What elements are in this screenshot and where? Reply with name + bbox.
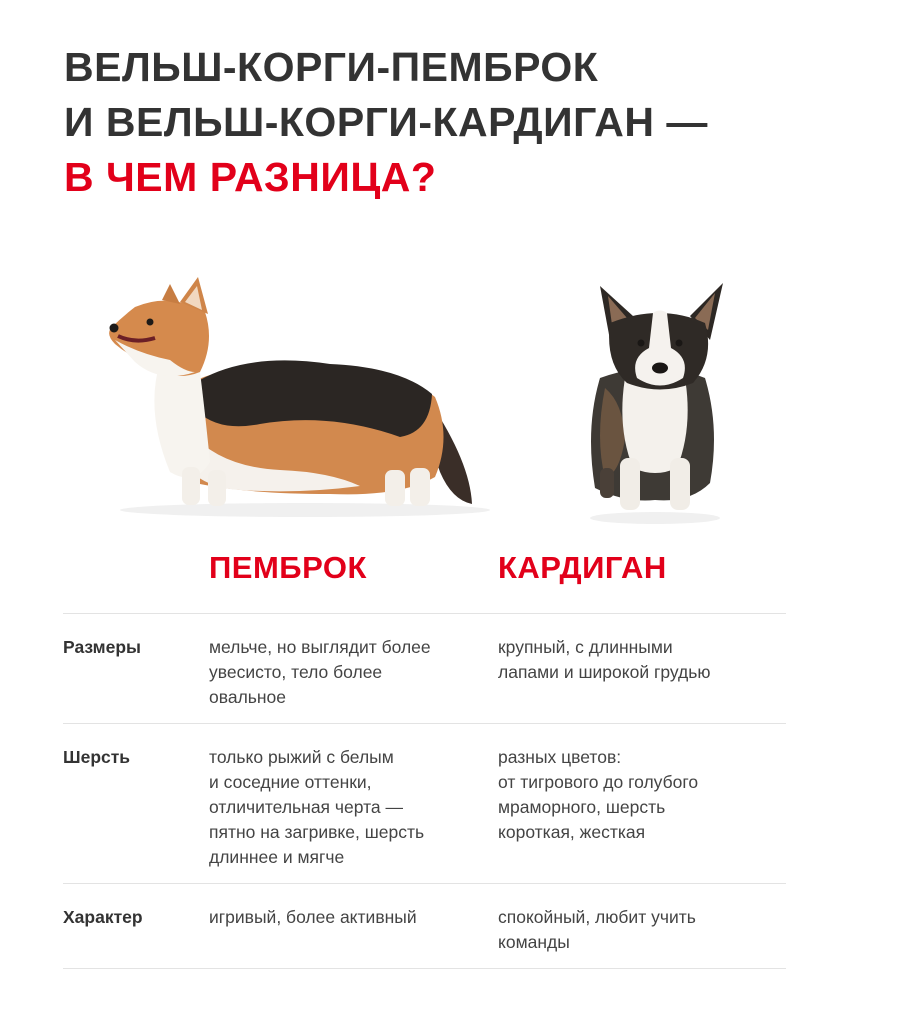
title-line-2: И ВЕЛЬШ-КОРГИ-КАРДИГАН — — [64, 99, 708, 145]
cardigan-corgi-image — [575, 278, 735, 528]
table-row-character — [63, 883, 786, 969]
title-line-1: ВЕЛЬШ-КОРГИ-ПЕМБРОК — [64, 44, 599, 90]
size-cardigan-text: крупный, с длинными лапами и широкой грудью — [498, 637, 711, 682]
table-row-coat — [63, 723, 786, 883]
column-title-pembroke: ПЕМБРОК — [209, 550, 367, 585]
coat-cardigan-text: разных цветов: от тигрового до голубого мраморного, шерсть короткая, жесткая — [498, 747, 699, 842]
character-cardigan-text: спокойный, любит учить команды — [498, 907, 696, 952]
coat-pembroke-text: только рыжий с белым и соседние оттенки, отличительная черта — пятно на загривке, шерсть длиннее и мягче — [209, 747, 425, 867]
comparison-table — [63, 613, 786, 969]
row-label-character: Характер — [63, 907, 143, 927]
character-pembroke-text: игривый, более активный — [209, 907, 417, 927]
pembroke-corgi-image — [100, 272, 510, 522]
page-title — [64, 40, 708, 205]
table-row-size — [63, 613, 786, 723]
title-line-3: В ЧЕМ РАЗНИЦА? — [64, 154, 437, 200]
row-label-size: Размеры — [63, 637, 141, 657]
column-title-cardigan: КАРДИГАН — [498, 550, 667, 585]
row-label-coat: Шерсть — [63, 747, 131, 767]
size-pembroke-text: мельче, но выглядит более увесисто, тело более овальное — [209, 637, 431, 707]
